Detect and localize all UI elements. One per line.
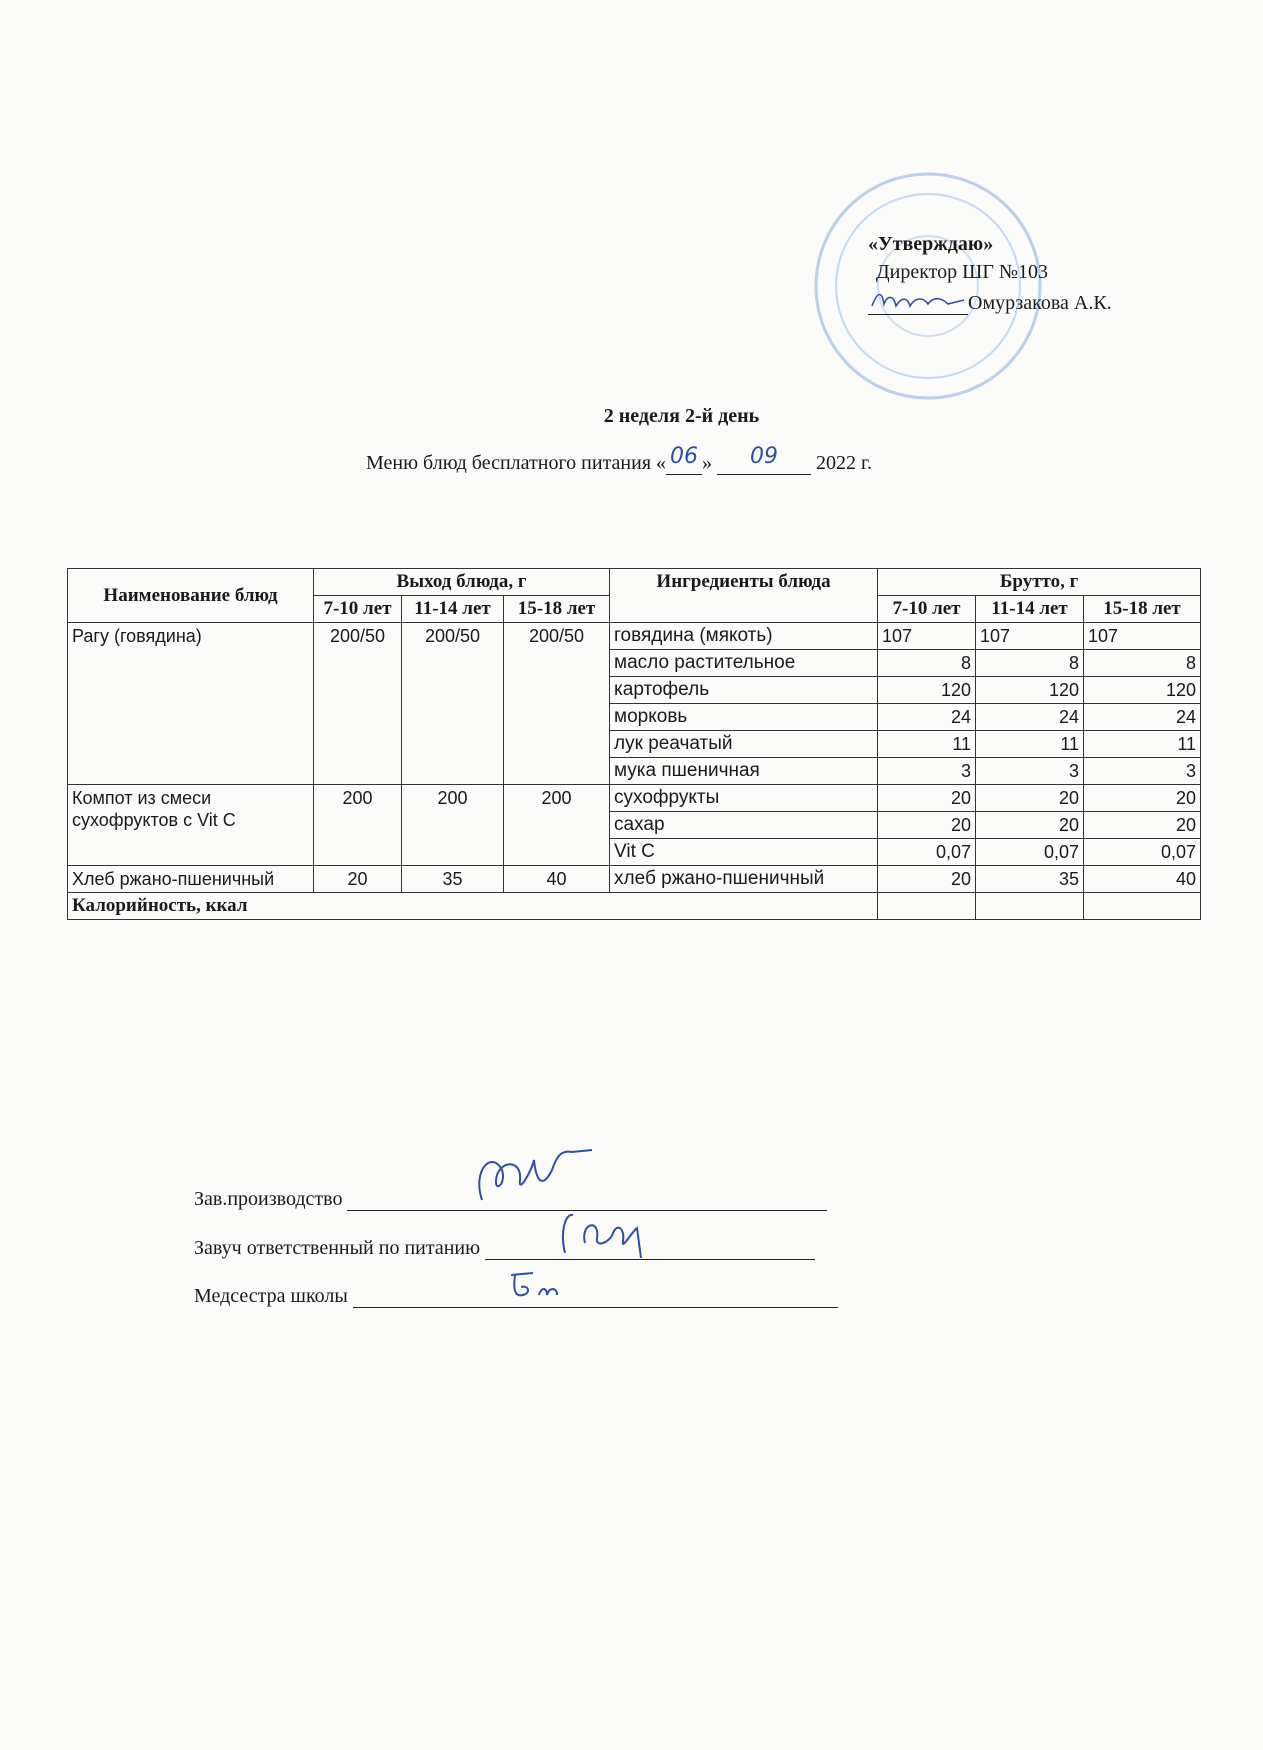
ingredient-gross: 20 [976, 785, 1084, 812]
ingredient-gross: 11 [878, 731, 976, 758]
ingredient-gross: 107 [1084, 623, 1201, 650]
day-field [666, 444, 702, 475]
calorie-value [976, 893, 1084, 920]
approval-title: «Утверждаю» [868, 233, 994, 255]
dish-name: Рагу (говядина) [68, 623, 314, 785]
signature-head-teacher [194, 1237, 815, 1260]
approval-signature-line [868, 292, 1112, 315]
header-yield-age: 11-14 лет [402, 596, 504, 623]
menu-title-mid: » [702, 452, 713, 474]
approval-name: Омурзакова А.К. [968, 292, 1112, 314]
menu-title-suffix: 2022 г. [816, 452, 872, 474]
ingredient-name: масло растительное [610, 650, 878, 677]
signature-line [485, 1239, 815, 1260]
ingredient-gross: 24 [878, 704, 976, 731]
header-yield-age: 15-18 лет [504, 596, 610, 623]
header-dish: Наименование блюд [68, 569, 314, 623]
dish-yield: 200/50 [402, 623, 504, 785]
ingredient-gross: 20 [878, 866, 976, 893]
ingredient-name: морковь [610, 704, 878, 731]
ingredient-gross: 24 [976, 704, 1084, 731]
month-handwritten: 09 [750, 444, 779, 469]
day-title: 2 неделя 2-й день [603, 405, 760, 427]
ingredient-name: хлеб ржано-пшеничный [610, 866, 878, 893]
table-row [68, 623, 1201, 650]
ingredient-gross: 107 [976, 623, 1084, 650]
header-gross-age: 11-14 лет [976, 596, 1084, 623]
ingredient-gross: 20 [878, 812, 976, 839]
ingredient-gross: 107 [878, 623, 976, 650]
dish-yield: 35 [402, 866, 504, 893]
dish-name: Хлеб ржано-пшеничный [68, 866, 314, 893]
day-handwritten: 06 [670, 444, 699, 469]
table-row [68, 785, 1201, 812]
header-yield: Выход блюда, г [314, 569, 610, 596]
ingredient-name: мука пшеничная [610, 758, 878, 785]
menu-table [67, 568, 1201, 920]
month-field [717, 444, 811, 475]
ingredient-gross: 11 [1084, 731, 1201, 758]
dish-yield: 200/50 [504, 623, 610, 785]
dish-yield: 200 [314, 785, 402, 866]
header-gross-age: 7-10 лет [878, 596, 976, 623]
ingredient-gross: 0,07 [1084, 839, 1201, 866]
ingredient-gross: 0,07 [976, 839, 1084, 866]
signature-label: Зав.производство [194, 1188, 343, 1210]
calorie-label: Калорийность, ккал [68, 893, 878, 920]
header-yield-age: 7-10 лет [314, 596, 402, 623]
ingredient-gross: 8 [878, 650, 976, 677]
dish-yield: 200/50 [314, 623, 402, 785]
ingredient-gross: 8 [1084, 650, 1201, 677]
dish-yield: 200 [504, 785, 610, 866]
ingredient-gross: 120 [976, 677, 1084, 704]
dish-yield: 40 [504, 866, 610, 893]
ingredient-name: сахар [610, 812, 878, 839]
signature-label: Завуч ответственный по питанию [194, 1237, 481, 1259]
ingredient-gross: 20 [1084, 812, 1201, 839]
table-row [68, 866, 1201, 893]
ingredient-name: Vit C [610, 839, 878, 866]
ingredient-name: лук реачатый [610, 731, 878, 758]
signature-school-nurse [194, 1285, 838, 1308]
header-gross-age: 15-18 лет [1084, 596, 1201, 623]
ingredient-gross: 20 [976, 812, 1084, 839]
ingredient-name: говядина (мякоть) [610, 623, 878, 650]
ingredient-gross: 24 [1084, 704, 1201, 731]
signature-line [353, 1287, 838, 1308]
director-signature [868, 294, 968, 315]
ingredient-gross: 120 [1084, 677, 1201, 704]
ingredient-name: сухофрукты [610, 785, 878, 812]
header-ingredients: Ингредиенты блюда [610, 569, 878, 623]
approval-role: Директор ШГ №103 [876, 261, 1048, 283]
ingredient-gross: 3 [878, 758, 976, 785]
signature-production-manager [194, 1188, 827, 1211]
handwritten-signature [555, 1203, 655, 1263]
calorie-value [1084, 893, 1201, 920]
ingredient-name: картофель [610, 677, 878, 704]
ingredient-gross: 11 [976, 731, 1084, 758]
calorie-value [878, 893, 976, 920]
ingredient-gross: 20 [1084, 785, 1201, 812]
ingredient-gross: 3 [1084, 758, 1201, 785]
ingredient-gross: 120 [878, 677, 976, 704]
header-gross: Брутто, г [878, 569, 1201, 596]
menu-title [366, 444, 872, 475]
ingredient-gross: 40 [1084, 866, 1201, 893]
ingredient-gross: 20 [878, 785, 976, 812]
ingredient-gross: 35 [976, 866, 1084, 893]
total-row [68, 893, 1201, 920]
dish-yield: 200 [402, 785, 504, 866]
ingredient-gross: 3 [976, 758, 1084, 785]
handwritten-signature [462, 1140, 602, 1210]
signature-label: Медсестра школы [194, 1285, 348, 1307]
menu-title-prefix: Меню блюд бесплатного питания « [366, 452, 667, 474]
ingredient-gross: 8 [976, 650, 1084, 677]
handwritten-signature [503, 1265, 583, 1305]
ingredient-gross: 0,07 [878, 839, 976, 866]
dish-yield: 20 [314, 866, 402, 893]
dish-name: Компот из смеси сухофруктов с Vit C [68, 785, 314, 866]
round-stamp [808, 166, 1048, 406]
